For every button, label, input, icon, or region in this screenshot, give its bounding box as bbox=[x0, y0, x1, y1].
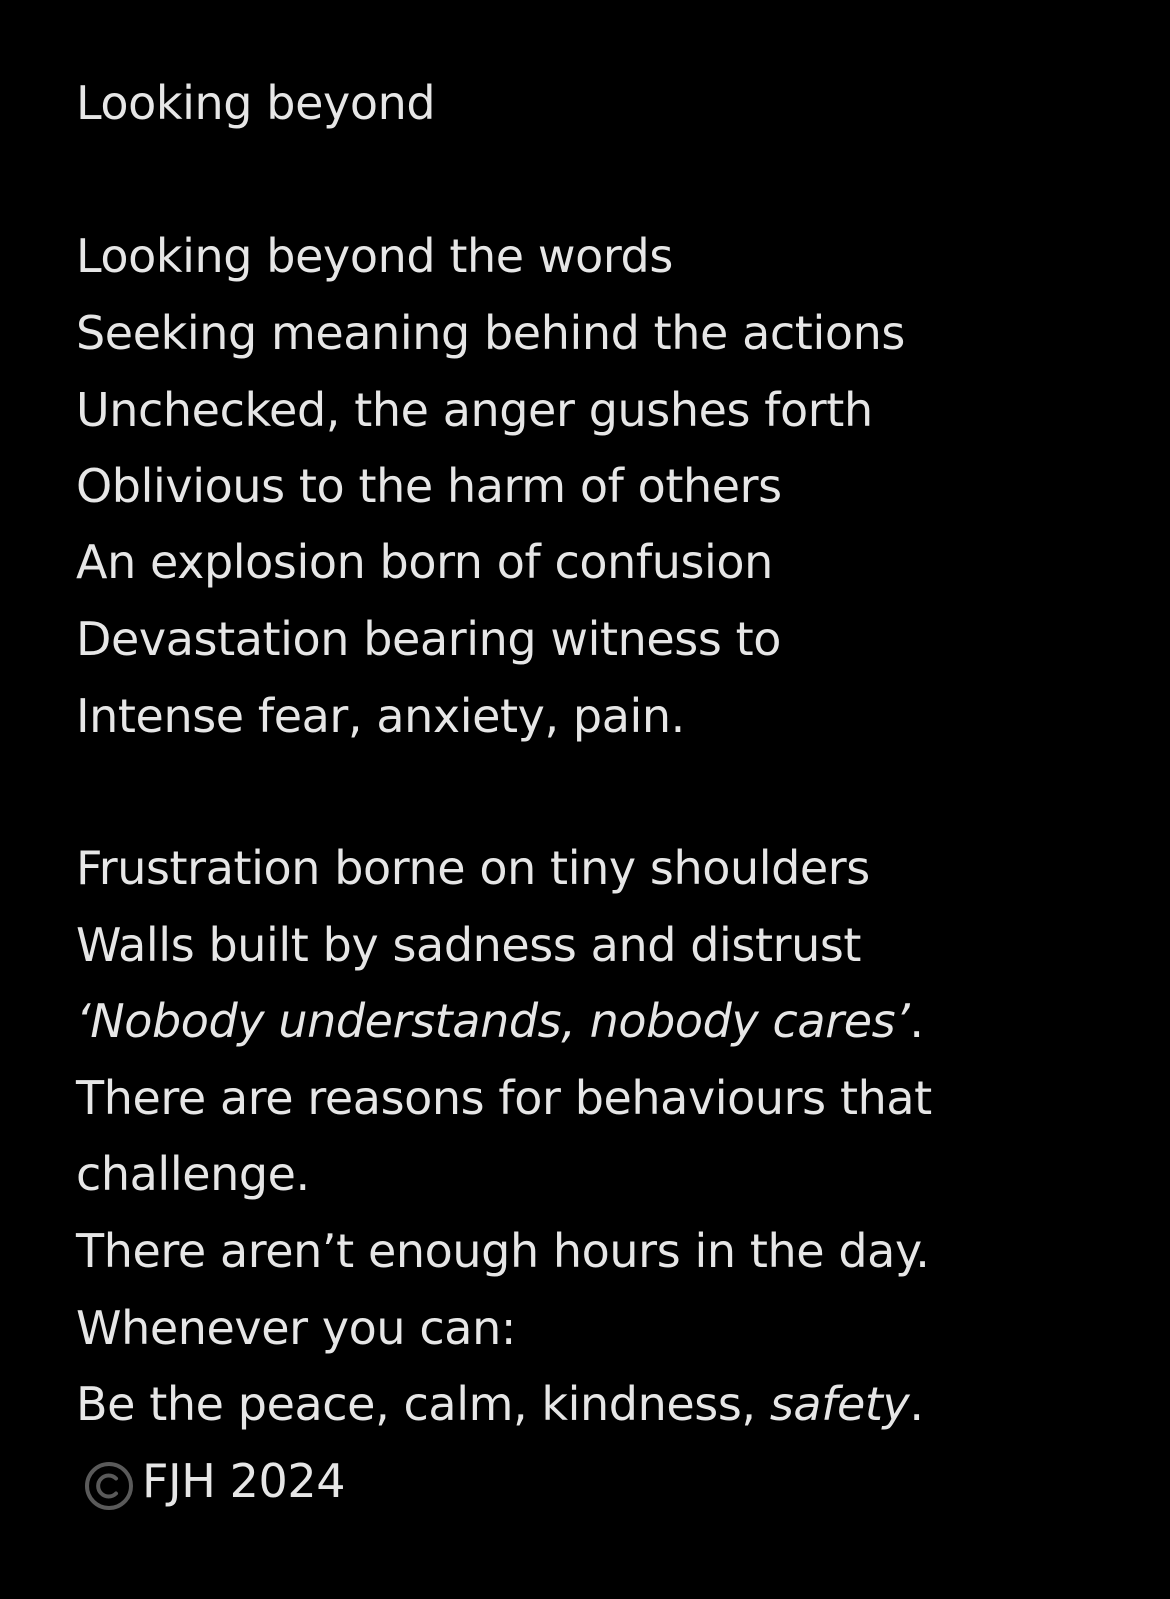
poem-line: An explosion born of confusion bbox=[76, 535, 773, 589]
quote-text: ‘Nobody understands, nobody cares’ bbox=[76, 994, 910, 1048]
poem-line: Walls built by sadness and distrust bbox=[76, 918, 862, 972]
poem-line: Looking beyond the words bbox=[76, 229, 673, 283]
final-line-start: Be the peace, calm, kindness, bbox=[76, 1377, 770, 1431]
poem-line: Intense fear, anxiety, pain. bbox=[76, 689, 685, 743]
poem-line: Devastation bearing witness to bbox=[76, 612, 782, 666]
copyright-text: FJH 2024 bbox=[142, 1454, 346, 1508]
poem-title: Looking beyond bbox=[76, 76, 436, 130]
poem-line-quote bbox=[76, 982, 924, 1060]
copyright-icon bbox=[84, 1456, 134, 1506]
poem-line: There are reasons for behaviours that bbox=[76, 1071, 932, 1125]
poem-line: There aren’t enough hours in the day. bbox=[76, 1224, 930, 1278]
poem-line-final bbox=[76, 1365, 924, 1443]
final-line-period: . bbox=[909, 1377, 924, 1431]
poem-line: Seeking meaning behind the actions bbox=[76, 306, 905, 360]
poem-line: Oblivious to the harm of others bbox=[76, 459, 782, 513]
copyright-line bbox=[78, 1442, 345, 1520]
poem-line: challenge. bbox=[76, 1147, 310, 1201]
poem-line: Frustration borne on tiny shoulders bbox=[76, 841, 870, 895]
poem-line: Unchecked, the anger gushes forth bbox=[76, 383, 873, 437]
final-line-safety: safety bbox=[769, 1377, 910, 1431]
poem-line: Whenever you can: bbox=[76, 1301, 516, 1355]
quote-period: . bbox=[909, 994, 924, 1048]
